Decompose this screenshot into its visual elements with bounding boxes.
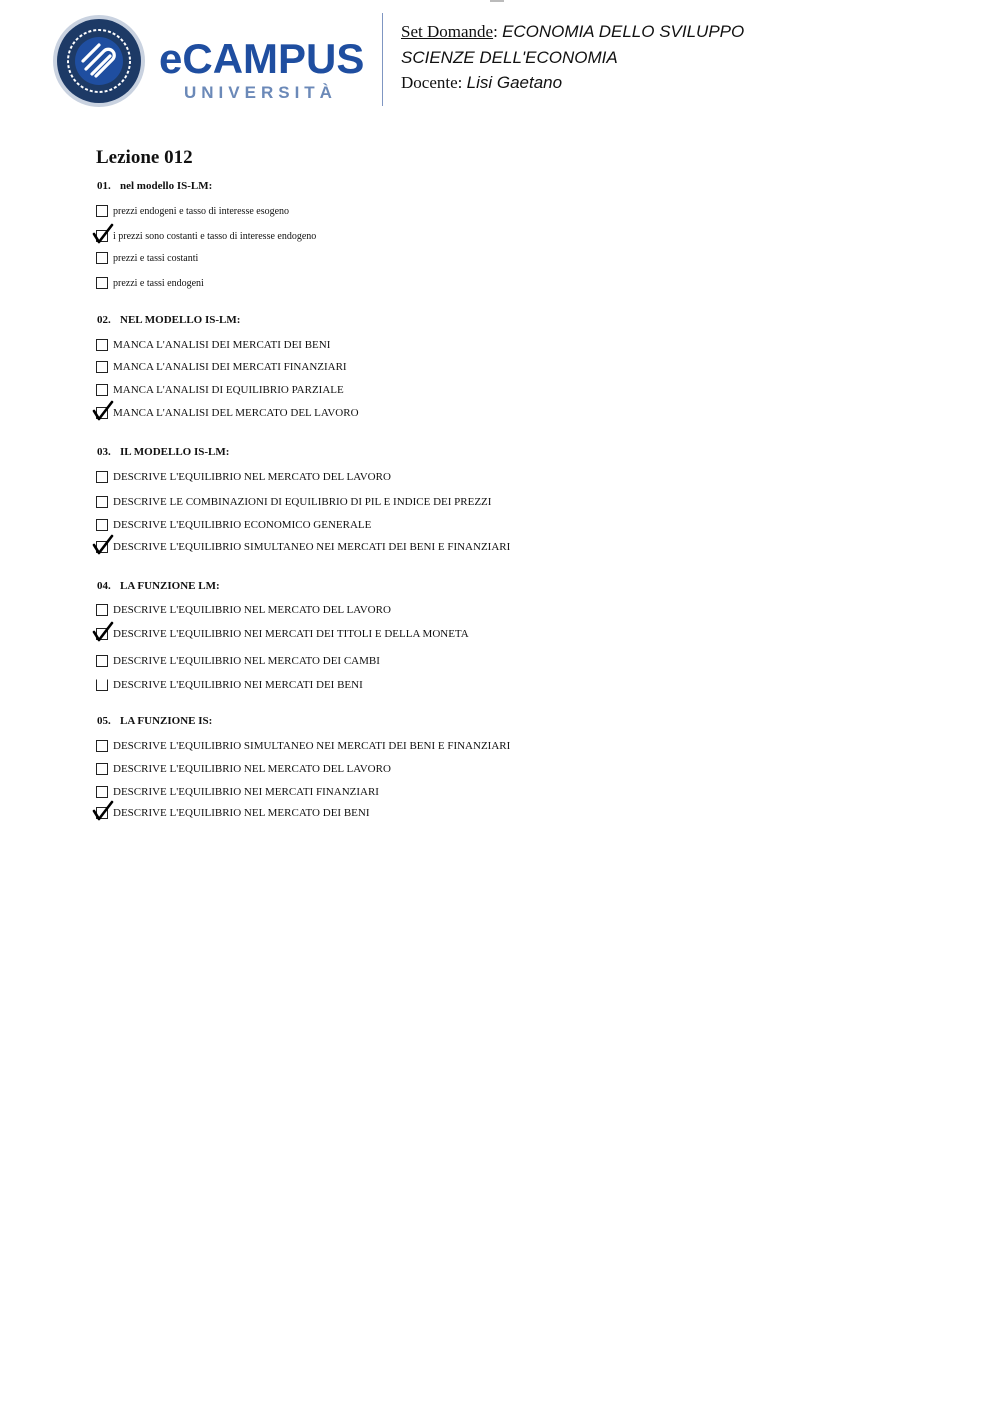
- answer-text: DESCRIVE L'EQUILIBRIO NEL MERCATO DEL LAVORO: [113, 604, 391, 616]
- lesson-title: Lezione 012: [96, 147, 193, 168]
- question-number: 01.: [97, 180, 111, 192]
- checkbox[interactable]: [96, 740, 108, 752]
- answer-text: DESCRIVE L'EQUILIBRIO ECONOMICO GENERALE: [113, 519, 372, 531]
- page-top-mark: [490, 0, 504, 2]
- checkmark-icon: [92, 621, 114, 643]
- header-info: [401, 19, 744, 96]
- course-name: SCIENZE DELL'ECONOMIA: [401, 47, 618, 67]
- ecampus-seal-icon: [52, 14, 146, 108]
- answer-text: DESCRIVE L'EQUILIBRIO SIMULTANEO NEI MERCATI DEI BENI E FINANZIARI: [113, 740, 511, 752]
- question-title: [97, 314, 240, 326]
- checkbox[interactable]: [96, 679, 108, 691]
- answer-text: DESCRIVE L'EQUILIBRIO NEL MERCATO DEL LAVORO: [113, 471, 391, 483]
- checkbox[interactable]: [96, 252, 108, 264]
- docente-colon: :: [457, 73, 467, 92]
- checkbox[interactable]: [96, 339, 108, 351]
- answer-text: DESCRIVE L'EQUILIBRIO SIMULTANEO NEI MERCATI DEI BENI E FINANZIARI: [113, 541, 511, 553]
- question-text: LA FUNZIONE LM:: [120, 580, 220, 592]
- answer-text: MANCA L'ANALISI DI EQUILIBRIO PARZIALE: [113, 384, 344, 396]
- checkbox[interactable]: [96, 277, 108, 289]
- answer-text: i prezzi sono costanti e tasso di interesse endogeno: [113, 231, 317, 242]
- answer-text: DESCRIVE L'EQUILIBRIO NEI MERCATI DEI TITOLI E DELLA MONETA: [113, 628, 469, 640]
- checkbox[interactable]: [96, 763, 108, 775]
- checkbox[interactable]: [96, 655, 108, 667]
- checkbox[interactable]: [96, 604, 108, 616]
- checkbox[interactable]: [96, 205, 108, 217]
- checkmark-icon: [92, 223, 114, 245]
- set-value: ECONOMIA DELLO SVILUPPO: [502, 22, 745, 41]
- checkmark-icon: [92, 400, 114, 422]
- answer-text: DESCRIVE L'EQUILIBRIO NEL MERCATO DEI BENI: [113, 807, 370, 819]
- answer-text: DESCRIVE L'EQUILIBRIO NEL MERCATO DEL LAVORO: [113, 763, 391, 775]
- docente-line: [401, 70, 744, 96]
- answer-text: prezzi e tassi costanti: [113, 253, 199, 264]
- answer-text: MANCA L'ANALISI DEI MERCATI FINANZIARI: [113, 361, 347, 373]
- checkbox[interactable]: [96, 786, 108, 798]
- answer-text: MANCA L'ANALISI DEI MERCATI DEI BENI: [113, 339, 331, 351]
- question-text: NEL MODELLO IS-LM:: [120, 314, 241, 326]
- question-number: 04.: [97, 580, 111, 592]
- checkbox[interactable]: [96, 496, 108, 508]
- checkbox[interactable]: [96, 519, 108, 531]
- set-label: Set Domande: [401, 22, 494, 41]
- question-title: [97, 580, 220, 592]
- answer-text: DESCRIVE L'EQUILIBRIO NEI MERCATI DEI BENI: [113, 679, 363, 691]
- question-title: [97, 180, 212, 192]
- answer-text: MANCA L'ANALISI DEL MERCATO DEL LAVORO: [113, 407, 359, 419]
- question-number: 02.: [97, 314, 111, 326]
- question-number: 03.: [97, 446, 111, 458]
- docente-value: Lisi Gaetano: [466, 73, 563, 92]
- answer-text: DESCRIVE LE COMBINAZIONI DI EQUILIBRIO DI PIL E INDICE DEI PREZZI: [113, 496, 492, 508]
- checkbox[interactable]: [96, 471, 108, 483]
- logo-wordmark: eCAMPUS: [159, 35, 365, 82]
- question-text: nel modello IS-LM:: [120, 180, 213, 192]
- answer-text: prezzi endogeni e tasso di interesse esogeno: [113, 206, 290, 217]
- header-divider: [382, 13, 383, 106]
- answer-text: prezzi e tassi endogeni: [113, 278, 204, 289]
- question-title: [97, 446, 229, 458]
- checkmark-icon: [92, 534, 114, 556]
- answer-text: DESCRIVE L'EQUILIBRIO NEL MERCATO DEI CAMBI: [113, 655, 380, 667]
- question-title: [97, 715, 212, 727]
- checkmark-icon: [92, 800, 114, 822]
- checkbox[interactable]: [96, 384, 108, 396]
- question-text: IL MODELLO IS-LM:: [120, 446, 230, 458]
- answer-text: DESCRIVE L'EQUILIBRIO NEI MERCATI FINANZIARI: [113, 786, 379, 798]
- question-text: LA FUNZIONE IS:: [120, 715, 213, 727]
- set-colon: :: [493, 22, 503, 41]
- set-line: [401, 19, 744, 45]
- question-number: 05.: [97, 715, 111, 727]
- ecampus-logo: [52, 14, 370, 108]
- checkbox[interactable]: [96, 361, 108, 373]
- logo-subtitle: UNIVERSITÀ: [184, 83, 337, 102]
- course-line: [401, 45, 744, 71]
- docente-label: Docente: [401, 73, 458, 92]
